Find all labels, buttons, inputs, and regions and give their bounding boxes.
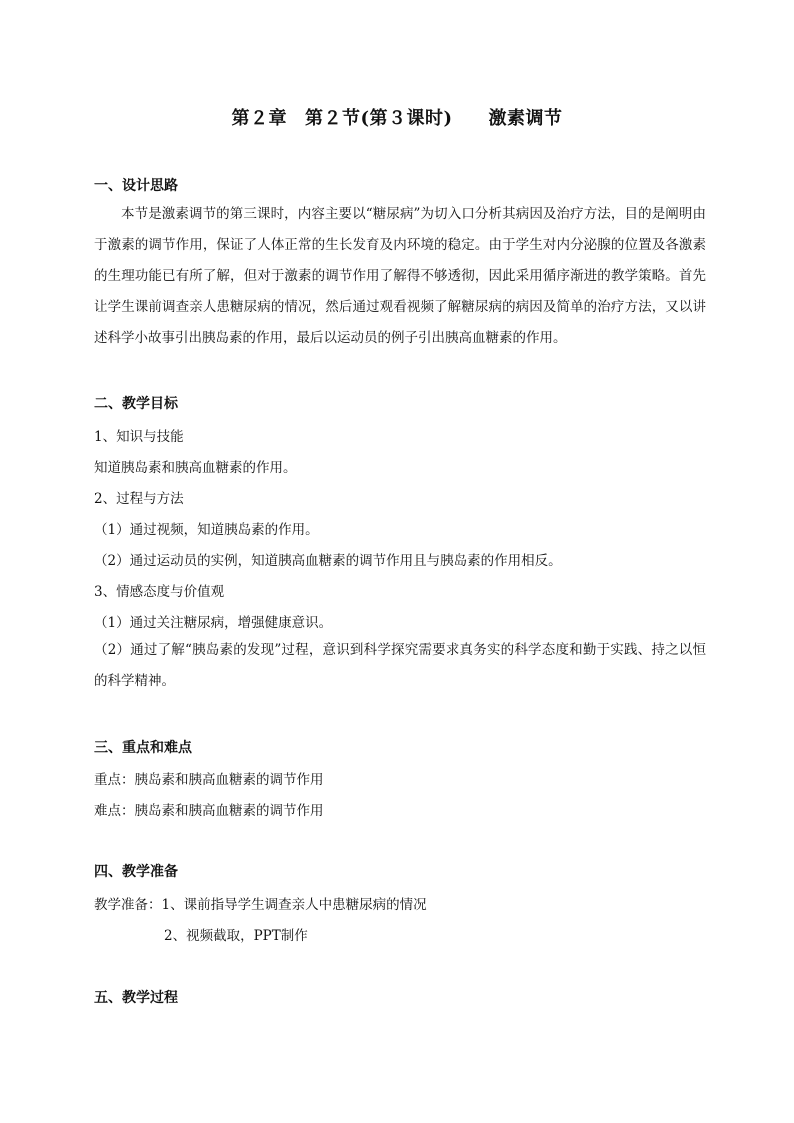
section-heading-objectives: 二、教学目标 — [94, 396, 178, 412]
objective-2-title: 2、过程与方法 — [94, 491, 184, 507]
section-heading-key-points: 三、重点和难点 — [94, 740, 192, 756]
design-paragraph: 本节是激素调节的第三课时，内容主要以“糖尿病”为切入口分析其病因及治疗方法，目的是阐明由于激素的调节作用，保证了人体正常的生长发育及内环境的稳定。由于学生对内分泌腺的位置及各激素的生理功能已有所了解，但对于激素的调节作用了解得不够透彻，因此采用循序渐进的教学策略。首先让学生课前调查亲人患糖尿病的情况，然后通过观看视频了解糖尿病的病因及简单的治疗方法，又以讲述科学小故事引出胰岛素的作用，最后以运动员的例子引出胰高血糖素的作用。 — [94, 206, 706, 346]
section-heading-design: 一、设计思路 — [94, 178, 178, 194]
preparation-item-2: 2、视频截取，PPT制作 — [164, 928, 308, 944]
objective-1-text: 知道胰岛素和胰高血糖素的作用。 — [94, 460, 297, 476]
title-chapter: 第２章 — [231, 108, 287, 129]
objective-2-b: （2）通过运动员的实例，知道胰高血糖素的调节作用且与胰岛素的作用相反。 — [94, 553, 562, 569]
section-heading-process: 五、教学过程 — [94, 990, 178, 1006]
title-section: 第２节(第３课时) — [304, 108, 453, 129]
key-point: 重点：胰岛素和胰高血糖素的调节作用 — [94, 772, 324, 788]
objective-3-title: 3、情感态度与价值观 — [94, 584, 225, 600]
document-title — [0, 104, 794, 130]
objective-2-a: （1）通过视频，知道胰岛素的作用。 — [94, 522, 319, 538]
difficult-point: 难点：胰岛素和胰高血糖素的调节作用 — [94, 803, 324, 819]
objective-1-title: 1、知识与技能 — [94, 429, 184, 445]
objective-3-b: （2）通过了解“胰岛素的发现”过程，意识到科学探究需要求真务实的科学态度和勤于实践、持之以恒的科学精神。 — [94, 642, 706, 689]
section-heading-preparation: 四、教学准备 — [94, 864, 178, 880]
title-topic: 激素调节 — [488, 108, 563, 129]
objective-3-a: （1）通过关注糖尿病，增强健康意识。 — [94, 615, 333, 631]
preparation-item-1: 教学准备：1、课前指导学生调查亲人中患糖尿病的情况 — [94, 897, 427, 913]
